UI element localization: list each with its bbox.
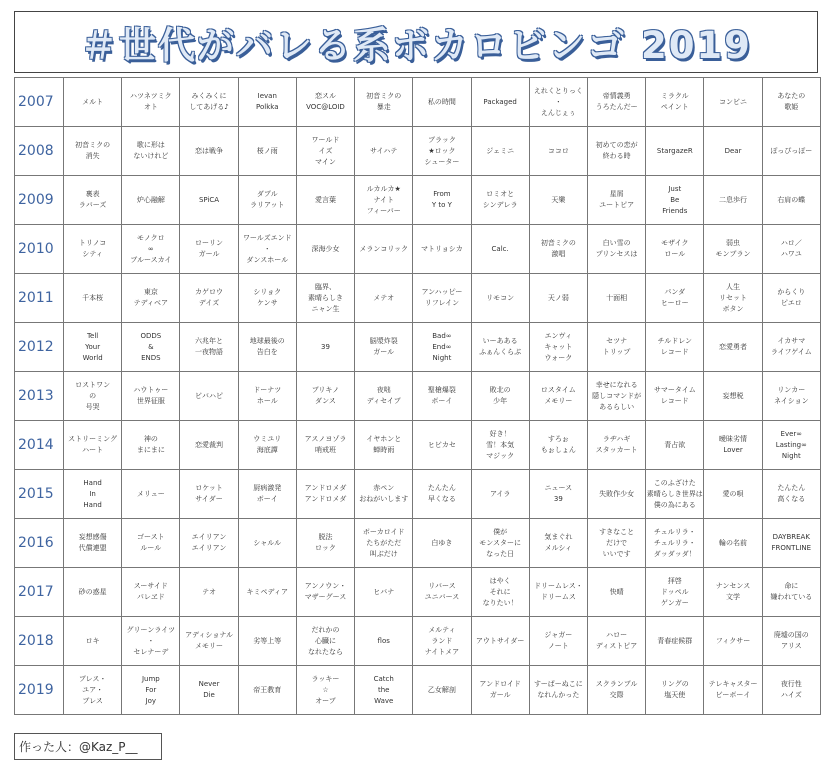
song-cell: 快晴 bbox=[587, 568, 645, 617]
song-cell: 妄想税 bbox=[704, 372, 762, 421]
song-cell: 恋スル VOC@LOID bbox=[296, 78, 354, 127]
song-cell: 愛言葉 bbox=[296, 176, 354, 225]
year-row bbox=[15, 617, 821, 666]
song-cell: アンドロメダ アンドロメダ bbox=[296, 470, 354, 519]
song-cell: ロスタイム メモリー bbox=[529, 372, 587, 421]
song-cell: リンカー ネイション bbox=[762, 372, 820, 421]
song-cell: 脱法 ロック bbox=[296, 519, 354, 568]
song-cell: 桜ノ雨 bbox=[238, 127, 296, 176]
song-cell: 右肩の蝶 bbox=[762, 176, 820, 225]
song-cell: 青春症候群 bbox=[646, 617, 704, 666]
song-cell: 脳漿炸裂 ガール bbox=[355, 323, 413, 372]
song-cell: 失敗作少女 bbox=[587, 470, 645, 519]
year-text: 2019 bbox=[18, 681, 54, 698]
song-cell: エンヴィ キャット ウォーク bbox=[529, 323, 587, 372]
song-cell: たんたん 高くなる bbox=[762, 470, 820, 519]
song-cell: ウミユリ 海底譚 bbox=[238, 421, 296, 470]
song-cell: リモコン bbox=[471, 274, 529, 323]
year-label bbox=[15, 78, 64, 127]
year-label bbox=[15, 617, 64, 666]
song-cell: 命に 嫌われている bbox=[762, 568, 820, 617]
song-cell: えれくとりっく ・ えんじぇぅ bbox=[529, 78, 587, 127]
song-cell: 神の まにまに bbox=[122, 421, 180, 470]
song-cell: Calc. bbox=[471, 225, 529, 274]
song-cell: チルドレン レコード bbox=[646, 323, 704, 372]
song-cell: アンハッピー リフレイン bbox=[413, 274, 471, 323]
song-cell: リバース ユニバース bbox=[413, 568, 471, 617]
song-cell: Packaged bbox=[471, 78, 529, 127]
song-cell: いーあある ふぁんくらぶ bbox=[471, 323, 529, 372]
song-cell: このふざけた 素晴らしき世界は 僕の為にある bbox=[646, 470, 704, 519]
song-cell: 十面相 bbox=[587, 274, 645, 323]
song-cell: すろぉ もぉしょん bbox=[529, 421, 587, 470]
song-cell: ゴースト ルール bbox=[122, 519, 180, 568]
song-cell: ハロー ディストピア bbox=[587, 617, 645, 666]
song-cell: 初音ミクの 激唱 bbox=[529, 225, 587, 274]
song-cell: アンノウン・ マザーグース bbox=[296, 568, 354, 617]
song-cell: ブレス・ ユア・ ブレス bbox=[64, 666, 122, 715]
song-cell: ラッキー ☆ オーブ bbox=[296, 666, 354, 715]
song-cell: 青占欲 bbox=[646, 421, 704, 470]
song-cell: 東京 テディベア bbox=[122, 274, 180, 323]
song-cell: ココロ bbox=[529, 127, 587, 176]
song-cell: 炉心融解 bbox=[122, 176, 180, 225]
year-text: 2015 bbox=[18, 485, 54, 502]
year-row bbox=[15, 176, 821, 225]
song-cell: ジャガー ノート bbox=[529, 617, 587, 666]
song-cell: 曖昧劣情 Lover bbox=[704, 421, 762, 470]
year-label bbox=[15, 176, 64, 225]
song-cell: 臨界、 素晴らしき ニャン生 bbox=[296, 274, 354, 323]
song-cell: 天樂 bbox=[529, 176, 587, 225]
year-row bbox=[15, 225, 821, 274]
song-cell: 歌に形は ないけれど bbox=[122, 127, 180, 176]
song-cell: 二息歩行 bbox=[704, 176, 762, 225]
year-text: 2018 bbox=[18, 632, 54, 649]
song-cell: ミラクル ペイント bbox=[646, 78, 704, 127]
song-cell: Ever∞ Lasting∞ Night bbox=[762, 421, 820, 470]
song-cell: メルティ ランド ナイトメア bbox=[413, 617, 471, 666]
song-cell: 人生 リセット ボタン bbox=[704, 274, 762, 323]
song-cell: 星屑 ユートピア bbox=[587, 176, 645, 225]
song-cell: エイリアン エイリアン bbox=[180, 519, 238, 568]
year-row bbox=[15, 666, 821, 715]
song-cell: モザイク ロール bbox=[646, 225, 704, 274]
song-cell: アイラ bbox=[471, 470, 529, 519]
page-title: ＃世代がバレる系ボカロビンゴ 2019 bbox=[80, 24, 752, 67]
song-cell: ブラック ★ロック シューター bbox=[413, 127, 471, 176]
song-cell: Just Be Friends bbox=[646, 176, 704, 225]
song-cell: 弱虫 モンブラン bbox=[704, 225, 762, 274]
song-cell: Dear bbox=[704, 127, 762, 176]
title-banner bbox=[14, 11, 818, 73]
song-cell: 乙女解剖 bbox=[413, 666, 471, 715]
song-cell: ワールズエンド ・ ダンスホール bbox=[238, 225, 296, 274]
song-cell: ヒビカセ bbox=[413, 421, 471, 470]
song-cell: 39 bbox=[296, 323, 354, 372]
song-cell: 地球最後の 告白を bbox=[238, 323, 296, 372]
year-row bbox=[15, 470, 821, 519]
song-cell: ハウトゥー 世界征服 bbox=[122, 372, 180, 421]
song-cell: メルト bbox=[64, 78, 122, 127]
song-cell: 厨病激発 ボーイ bbox=[238, 470, 296, 519]
year-text: 2013 bbox=[18, 387, 54, 404]
song-cell: ドーナツ ホール bbox=[238, 372, 296, 421]
song-cell: Hand In Hand bbox=[64, 470, 122, 519]
song-cell: ローリン ガール bbox=[180, 225, 238, 274]
song-cell: メランコリック bbox=[355, 225, 413, 274]
song-cell: ハツネツミク オト bbox=[122, 78, 180, 127]
song-cell: 初音ミクの 消失 bbox=[64, 127, 122, 176]
song-cell: ボーカロイド たちがただ 叫ぶだけ bbox=[355, 519, 413, 568]
song-cell: ストリーミング ハート bbox=[64, 421, 122, 470]
song-cell: ラヂハギ スタッカート bbox=[587, 421, 645, 470]
song-cell: 帝王教育 bbox=[238, 666, 296, 715]
year-text: 2012 bbox=[18, 338, 54, 355]
year-label bbox=[15, 127, 64, 176]
song-cell: 裏表 ラバーズ bbox=[64, 176, 122, 225]
song-cell: Tell Your World bbox=[64, 323, 122, 372]
song-cell: はやく それに なりたい！ bbox=[471, 568, 529, 617]
year-text: 2014 bbox=[18, 436, 54, 453]
song-cell: 天ノ弱 bbox=[529, 274, 587, 323]
song-cell: たんたん 早くなる bbox=[413, 470, 471, 519]
year-row bbox=[15, 372, 821, 421]
song-cell: フィクサー bbox=[704, 617, 762, 666]
song-cell: サイハテ bbox=[355, 127, 413, 176]
song-cell: アスノヨゾラ 哨戒班 bbox=[296, 421, 354, 470]
song-cell: モノクロ ∞ ブルースカイ bbox=[122, 225, 180, 274]
song-cell: ニュース 39 bbox=[529, 470, 587, 519]
song-cell: トリノコ シティ bbox=[64, 225, 122, 274]
song-cell: 夜咄 ディセイブ bbox=[355, 372, 413, 421]
song-cell: 白い雪の プリンセスは bbox=[587, 225, 645, 274]
song-cell: コンビニ bbox=[704, 78, 762, 127]
song-cell: 私の時間 bbox=[413, 78, 471, 127]
song-cell: StargazeR bbox=[646, 127, 704, 176]
song-cell: だれかの 心臓に なれたなら bbox=[296, 617, 354, 666]
song-cell: ビバハピ bbox=[180, 372, 238, 421]
song-cell: ロケット サイダー bbox=[180, 470, 238, 519]
year-row bbox=[15, 421, 821, 470]
song-cell: ワールド イズ マイン bbox=[296, 127, 354, 176]
song-cell: 恋愛裁判 bbox=[180, 421, 238, 470]
song-cell: シリョク ケンサ bbox=[238, 274, 296, 323]
year-label bbox=[15, 372, 64, 421]
song-cell: スクランブル 交際 bbox=[587, 666, 645, 715]
bingo-grid bbox=[14, 77, 821, 715]
song-cell: Bad∞ End∞ Night bbox=[413, 323, 471, 372]
year-text: 2010 bbox=[18, 240, 54, 257]
song-cell: 初音ミクの 暴走 bbox=[355, 78, 413, 127]
song-cell: ロキ bbox=[64, 617, 122, 666]
song-cell: リングの 塩天使 bbox=[646, 666, 704, 715]
year-row bbox=[15, 127, 821, 176]
year-text: 2017 bbox=[18, 583, 54, 600]
song-cell: 深海少女 bbox=[296, 225, 354, 274]
song-cell: 赤ペン おねがいします bbox=[355, 470, 413, 519]
song-cell: ロミオと シンデレラ bbox=[471, 176, 529, 225]
song-cell: カゲロウ デイズ bbox=[180, 274, 238, 323]
year-text: 2008 bbox=[18, 142, 54, 159]
song-cell: flos bbox=[355, 617, 413, 666]
song-cell: SPiCA bbox=[180, 176, 238, 225]
song-cell: ぽっぴっぽー bbox=[762, 127, 820, 176]
song-cell: 幸せになれる 隠しコマンドが あるらしい bbox=[587, 372, 645, 421]
song-cell: 六兆年と 一夜物語 bbox=[180, 323, 238, 372]
year-label bbox=[15, 274, 64, 323]
song-cell: 僕が モンスターに なった日 bbox=[471, 519, 529, 568]
song-cell: アンドロイド ガール bbox=[471, 666, 529, 715]
song-cell: 白ゆき bbox=[413, 519, 471, 568]
song-cell: みくみくに してあげる♪ bbox=[180, 78, 238, 127]
song-cell: 劣等上等 bbox=[238, 617, 296, 666]
year-row bbox=[15, 568, 821, 617]
song-cell: Jump For Joy bbox=[122, 666, 180, 715]
song-cell: あなたの 歌姫 bbox=[762, 78, 820, 127]
song-cell: 輪の名前 bbox=[704, 519, 762, 568]
song-cell: ODDS & ENDS bbox=[122, 323, 180, 372]
song-cell: テレキャスター ビーボーイ bbox=[704, 666, 762, 715]
song-cell: テオ bbox=[180, 568, 238, 617]
song-cell: マトリョシカ bbox=[413, 225, 471, 274]
year-row bbox=[15, 78, 821, 127]
song-cell: ドリームレス・ ドリームス bbox=[529, 568, 587, 617]
song-cell: Never Die bbox=[180, 666, 238, 715]
song-cell: メリュー bbox=[122, 470, 180, 519]
song-cell: パンダ ヒーロー bbox=[646, 274, 704, 323]
song-cell: すきなこと だけで いいです bbox=[587, 519, 645, 568]
year-label bbox=[15, 421, 64, 470]
song-cell: ブリキノ ダンス bbox=[296, 372, 354, 421]
song-cell: DAYBREAK FRONTLINE bbox=[762, 519, 820, 568]
song-cell: 気まぐれ メルシィ bbox=[529, 519, 587, 568]
song-cell: From Y to Y bbox=[413, 176, 471, 225]
year-text: 2016 bbox=[18, 534, 54, 551]
year-row bbox=[15, 519, 821, 568]
song-cell: ルカルカ★ ナイト フィーバー bbox=[355, 176, 413, 225]
year-label bbox=[15, 519, 64, 568]
song-cell: イカサマ ライフゲイム bbox=[762, 323, 820, 372]
song-cell: Ievan Polkka bbox=[238, 78, 296, 127]
song-cell: 初めての恋が 終わる時 bbox=[587, 127, 645, 176]
year-label bbox=[15, 323, 64, 372]
song-cell: チュルリラ・ チュルリラ・ ダッダッダ！ bbox=[646, 519, 704, 568]
year-text: 2011 bbox=[18, 289, 54, 306]
song-cell: アウトサイダー bbox=[471, 617, 529, 666]
song-cell: ヒバナ bbox=[355, 568, 413, 617]
song-cell: 敗北の 少年 bbox=[471, 372, 529, 421]
song-cell: 愛の唄 bbox=[704, 470, 762, 519]
credit-label: 作った人：@Kaz_P__ bbox=[14, 733, 162, 760]
song-cell: ハロ／ ハワユ bbox=[762, 225, 820, 274]
song-cell: アディショナル メモリー bbox=[180, 617, 238, 666]
song-cell: 帝情義勇 うろたんだー bbox=[587, 78, 645, 127]
song-cell: ジェミニ bbox=[471, 127, 529, 176]
year-text: 2007 bbox=[18, 93, 54, 110]
song-cell: 好き！ 雪！本気 マジック bbox=[471, 421, 529, 470]
song-cell: からくり ピエロ bbox=[762, 274, 820, 323]
song-cell: 拝啓 ドッペル ゲンガー bbox=[646, 568, 704, 617]
song-cell: キミペディア bbox=[238, 568, 296, 617]
song-cell: サマータイム レコード bbox=[646, 372, 704, 421]
song-cell: ロストワン の 号哭 bbox=[64, 372, 122, 421]
song-cell: グリーンライツ ・ セレナーデ bbox=[122, 617, 180, 666]
year-text: 2009 bbox=[18, 191, 54, 208]
song-cell: 恋は戦争 bbox=[180, 127, 238, 176]
song-cell: 廃墟の国の アリス bbox=[762, 617, 820, 666]
song-cell: ナンセンス 文学 bbox=[704, 568, 762, 617]
year-label bbox=[15, 470, 64, 519]
song-cell: メテオ bbox=[355, 274, 413, 323]
song-cell: 千本桜 bbox=[64, 274, 122, 323]
song-cell: 聖槍爆裂 ボーイ bbox=[413, 372, 471, 421]
song-cell: スーサイド パレヱド bbox=[122, 568, 180, 617]
song-cell: 夜行性 ハイズ bbox=[762, 666, 820, 715]
song-cell: すーぱーぬこに なれんかった bbox=[529, 666, 587, 715]
song-cell: Catch the Wave bbox=[355, 666, 413, 715]
song-cell: 妄想感傷 代償連盟 bbox=[64, 519, 122, 568]
year-row bbox=[15, 274, 821, 323]
year-label bbox=[15, 225, 64, 274]
song-cell: イヤホンと 蝉時雨 bbox=[355, 421, 413, 470]
year-label bbox=[15, 666, 64, 715]
year-label bbox=[15, 568, 64, 617]
song-cell: シャルル bbox=[238, 519, 296, 568]
song-cell: ダブル ラリアット bbox=[238, 176, 296, 225]
song-cell: 恋愛勇者 bbox=[704, 323, 762, 372]
song-cell: 砂の惑星 bbox=[64, 568, 122, 617]
song-cell: セツナ トリップ bbox=[587, 323, 645, 372]
year-row bbox=[15, 323, 821, 372]
